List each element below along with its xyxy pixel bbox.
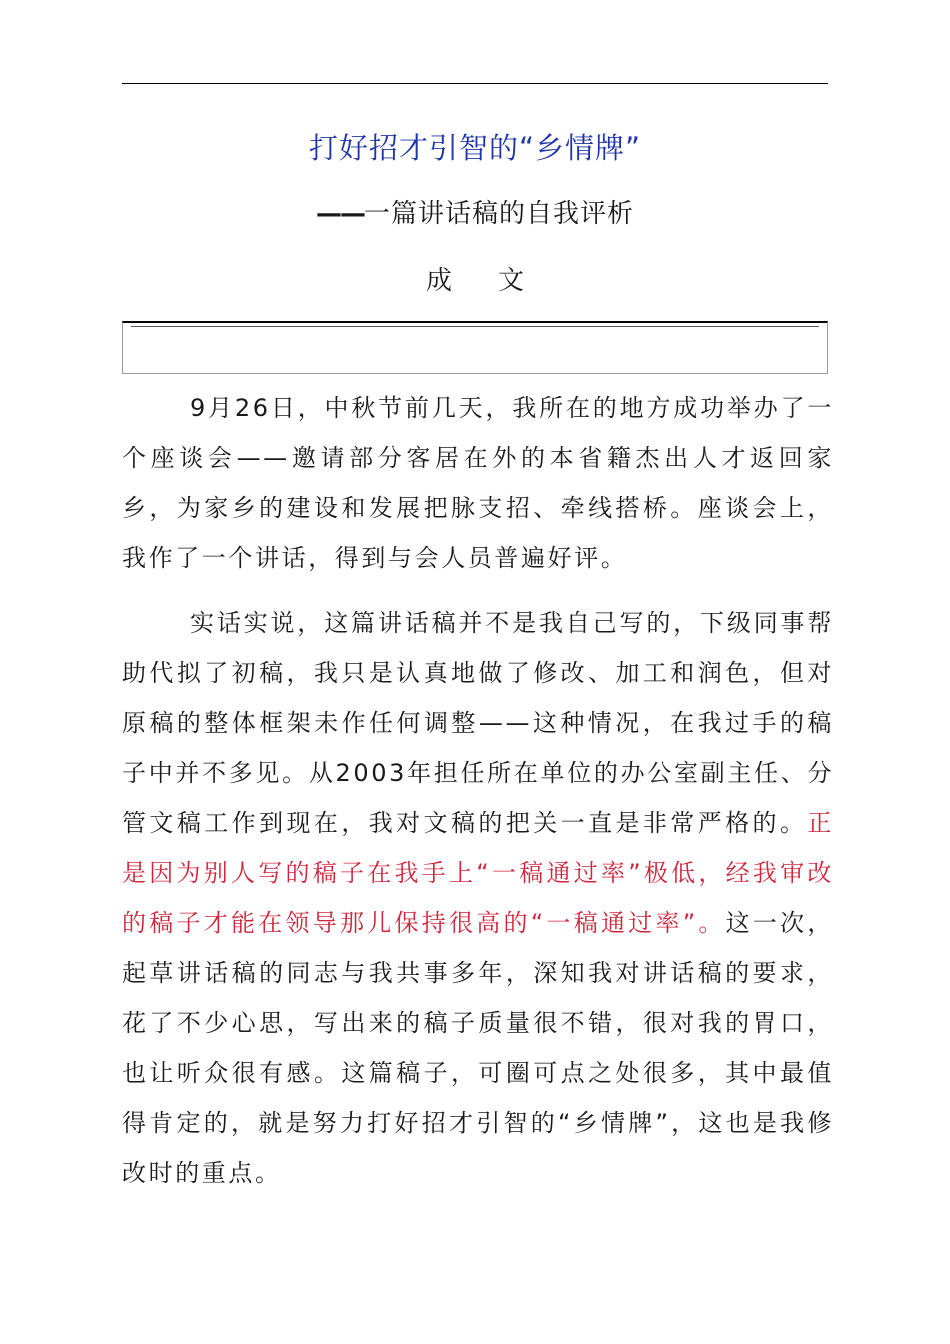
document-title: 打好招才引智的“乡情牌”	[308, 131, 642, 165]
paragraph-2-highlight: 正是因为别人写的稿子在我手上“一稿通过率”极低，经我审改的稿子才能在领导那儿保持很高的“一稿通过率”。	[122, 809, 834, 937]
author-char-2: 文	[498, 266, 525, 296]
author-name	[122, 260, 828, 302]
paragraph-2-rest: 这一次，起草讲话稿的同志与我共事多年，深知我对讲话稿的要求，花了不少心思，写出来的稿子质量很不错，很对我的胃口，也让听众很有感。这篇稿子，可圈可点之处很多，其中最值得肯定的，就是努力打好招才引智的“乡情牌”，这也是我修改时的重点。	[122, 909, 834, 1187]
paragraph-2	[122, 598, 834, 1198]
subtitle-dash: ——	[315, 199, 364, 229]
paragraph-1: 9月26日，中秋节前几天，我所在的地方成功举办了一个座谈会——邀请部分客居在外的本省籍杰出人才返回家乡，为家乡的建设和发展把脉支招、牵线搭桥。座谈会上，我作了一个讲话，得到与会人员普遍好评。	[122, 394, 834, 572]
separator-inner-line	[131, 326, 819, 327]
author-char-1: 成	[425, 266, 452, 296]
paragraph-2-intro: 实话实说，这篇讲话稿并不是我自己写的，下级同事帮助代拟了初稿，我只是认真地做了修改、加工和润色，但对原稿的整体框架未作任何调整——这种情况，在我过手的稿子中并不多见。从2003年担任所在单位的办公室副主任、分管文稿工作到现在，我对文稿的把关一直是非常严格的。	[122, 609, 834, 837]
header-rule	[122, 83, 828, 84]
subtitle-text: 一篇讲话稿的自我评析	[363, 199, 634, 229]
document-subtitle	[122, 193, 828, 235]
separator-box	[122, 321, 828, 374]
